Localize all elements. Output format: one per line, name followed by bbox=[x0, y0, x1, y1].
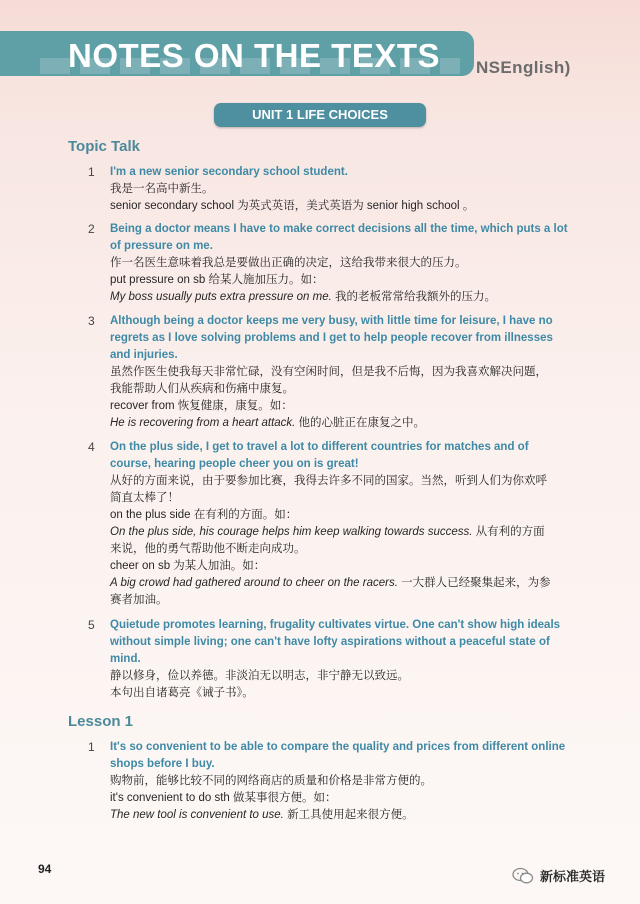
example-english: My boss usually puts extra pressure on me. bbox=[110, 291, 332, 303]
note-line: cheer on sb 为某人加油。如： bbox=[110, 560, 266, 572]
note-line: on the plus side 在有利的方面。如： bbox=[110, 509, 298, 521]
unit-title-pill: UNIT 1 LIFE CHOICES bbox=[214, 103, 426, 127]
english-sentence: mind. bbox=[110, 653, 141, 665]
wechat-icon bbox=[512, 867, 534, 885]
list-item bbox=[88, 739, 578, 824]
item-content bbox=[110, 739, 578, 824]
item-content bbox=[110, 164, 578, 215]
example-english: He is recovering from a heart attack. bbox=[110, 417, 296, 429]
list-item bbox=[88, 164, 578, 215]
english-sentence: On the plus side, I get to travel a lot to different countries for matches and of bbox=[110, 441, 529, 453]
example-line bbox=[110, 415, 578, 432]
item-number: 1 bbox=[88, 165, 95, 179]
note-line: 本句出自诸葛亮《诫子书》。 bbox=[110, 687, 254, 699]
english-sentence: Although being a doctor keeps me very busy, with little time for leisure, I have no bbox=[110, 315, 553, 327]
example-translation: 新工具使用起来很方便。 bbox=[283, 809, 414, 821]
translation-line: 从好的方面来说，由于要参加比赛，我得去许多不同的国家。当然，听到人们为你欢呼 bbox=[110, 475, 547, 487]
item-number: 2 bbox=[88, 222, 95, 236]
example-translation: 我的老板常常给我额外的压力。 bbox=[331, 291, 496, 303]
example-line bbox=[110, 289, 578, 306]
translation-line: 静以修身，俭以养德。非淡泊无以明志，非宁静无以致远。 bbox=[110, 670, 409, 682]
item-content bbox=[110, 221, 578, 306]
translation-line: 赛者加油。 bbox=[110, 594, 168, 606]
example-english: On the plus side, his courage helps him keep walking towards success. bbox=[110, 526, 473, 538]
example-english: The new tool is convenient to use. bbox=[110, 809, 284, 821]
item-content bbox=[110, 313, 578, 432]
note-line: put pressure on sb 给某人施加压力。如： bbox=[110, 274, 324, 286]
example-line bbox=[110, 575, 578, 592]
translation-line: 简直太棒了！ bbox=[110, 492, 179, 504]
watermark-brand-suffix: ) bbox=[564, 58, 571, 77]
item-number: 1 bbox=[88, 740, 95, 754]
english-sentence: of pressure on me. bbox=[110, 240, 213, 252]
note-line: it's convenient to do sth 做某事很方便。如： bbox=[110, 792, 337, 804]
english-sentence: regrets as I love solving problems and I get to help people recover from illnesses bbox=[110, 332, 553, 344]
watermark-brand bbox=[476, 58, 571, 78]
example-line bbox=[110, 807, 578, 824]
translation-line: 作一名医生意味着我总是要做出正确的决定，这给我带来很大的压力。 bbox=[110, 257, 467, 269]
wechat-account-name: 新标准英语 bbox=[540, 869, 606, 884]
translation-line: 来说，他的勇气帮助他不断走向成功。 bbox=[110, 543, 306, 555]
item-number: 4 bbox=[88, 440, 95, 454]
translation-line: 购物前，能够比较不同的网络商店的质量和价格是非常方便的。 bbox=[110, 775, 432, 787]
english-sentence: course, hearing people cheer you on is great! bbox=[110, 458, 359, 470]
page-title: NOTES ON THE TEXTS bbox=[68, 37, 441, 74]
item-content bbox=[110, 617, 578, 702]
translation-line: 虽然作医生使我每天非常忙碌，没有空闲时间，但是我不后悔，因为我喜欢解决问题， bbox=[110, 366, 547, 378]
note-line: recover from 恢复健康，康复。如： bbox=[110, 400, 293, 412]
translation-line: 我能帮助人们从疾病和伤痛中康复。 bbox=[110, 383, 294, 395]
english-sentence: I'm a new senior secondary school student. bbox=[110, 166, 348, 178]
english-sentence: Being a doctor means I have to make correct decisions all the time, which puts a lot bbox=[110, 223, 568, 235]
english-sentence: It's so convenient to be able to compare the quality and prices from different online bbox=[110, 741, 566, 753]
item-number: 3 bbox=[88, 314, 95, 328]
example-english: A big crowd had gathered around to cheer on the racers. bbox=[110, 577, 398, 589]
section-heading-lesson-1: Lesson 1 bbox=[68, 713, 134, 730]
english-sentence: and injuries. bbox=[110, 349, 178, 361]
list-item bbox=[88, 439, 578, 609]
section-heading-topic-talk: Topic Talk bbox=[68, 138, 140, 155]
item-number: 5 bbox=[88, 618, 95, 632]
list-item bbox=[88, 221, 578, 306]
page-number: 94 bbox=[38, 862, 52, 876]
english-sentence: shops before I buy. bbox=[110, 758, 215, 770]
item-content bbox=[110, 439, 578, 609]
watermark-brand-name: NSEnglish bbox=[476, 58, 565, 77]
list-item bbox=[88, 313, 578, 432]
note-line: senior secondary school 为英式英语，美式英语为 senior high school 。 bbox=[110, 200, 475, 212]
example-translation: 他的心脏正在康复之中。 bbox=[295, 417, 426, 429]
list-item bbox=[88, 617, 578, 702]
example-line bbox=[110, 524, 578, 541]
example-translation: 一大群人已经聚集起来，为参 bbox=[397, 577, 551, 589]
translation-line: 我是一名高中新生。 bbox=[110, 183, 214, 195]
english-sentence: Quietude promotes learning, frugality cultivates virtue. One can't show high ideals bbox=[110, 619, 561, 631]
example-translation: 从有利的方面 bbox=[472, 526, 545, 538]
english-sentence: without simple living; one can't have lofty aspirations without a peaceful state of bbox=[110, 636, 550, 648]
wechat-brand bbox=[512, 866, 605, 885]
